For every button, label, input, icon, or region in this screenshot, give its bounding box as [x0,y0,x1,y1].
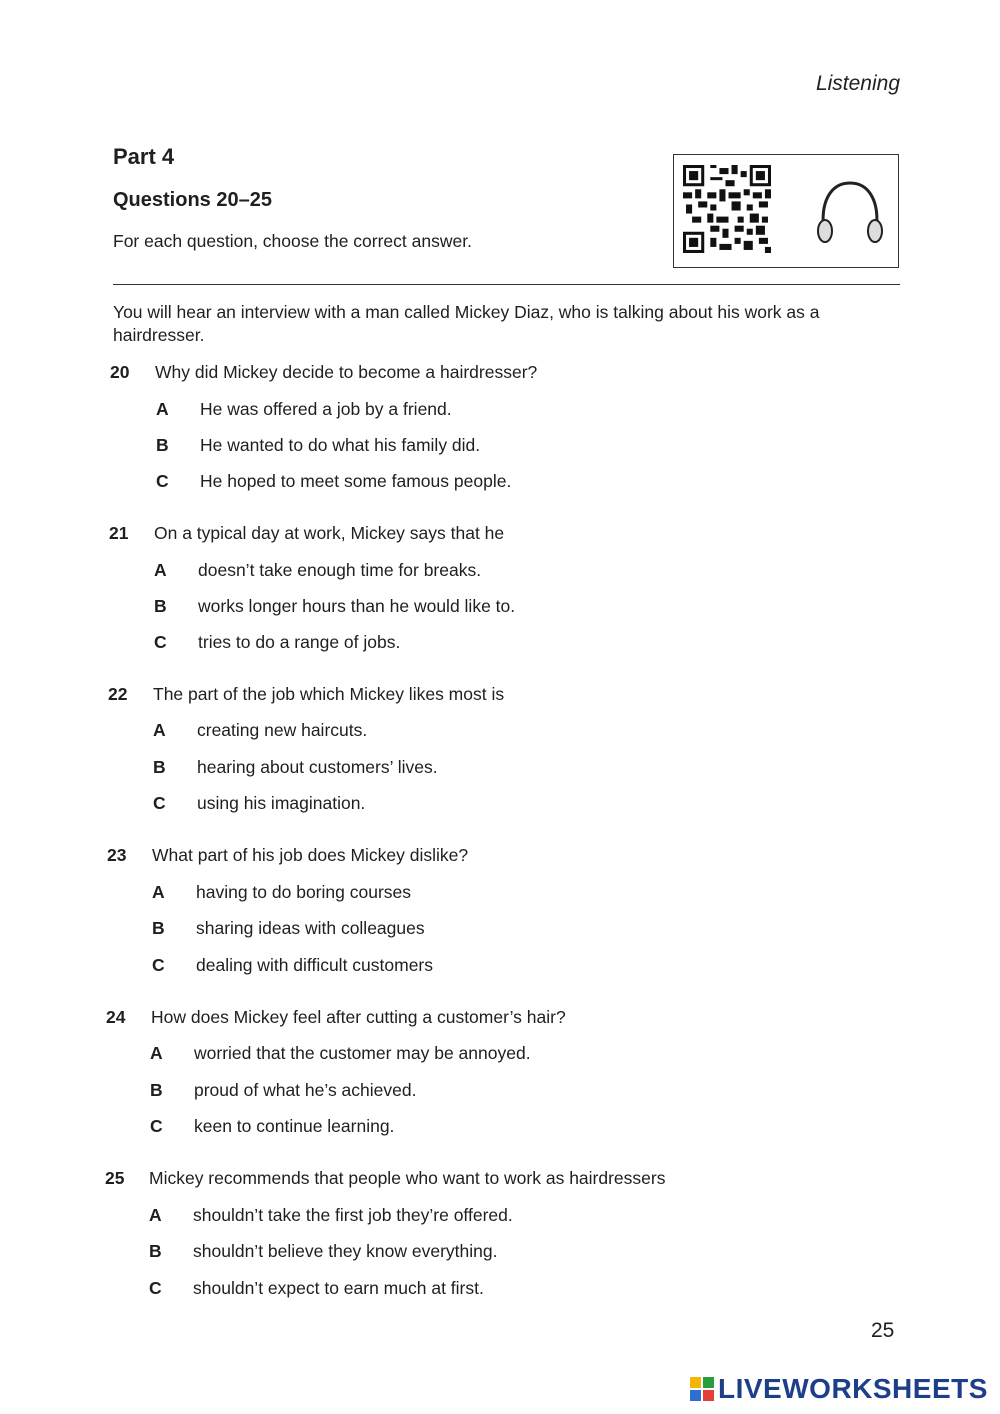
option-text[interactable]: proud of what he’s achieved. [194,1080,417,1100]
question-text: Why did Mickey decide to become a hairdresser? [155,362,538,382]
part-title: Part 4 [113,144,175,169]
instruction-text: For each question, choose the correct answer. [113,231,472,251]
option-letter[interactable]: C [154,632,167,652]
qr-code-icon[interactable] [683,163,771,255]
question-text: Mickey recommends that people who want to work as hairdressers [149,1168,666,1188]
questions-range-title: Questions 20–25 [113,189,272,211]
option-letter[interactable]: B [153,757,166,777]
question-number: 21 [109,523,129,543]
option-letter[interactable]: A [156,399,169,419]
option-letter[interactable]: A [152,882,165,902]
question-number: 24 [106,1007,126,1027]
headphones-icon [810,173,890,253]
liveworksheets-logo-icon [690,1377,714,1401]
option-text[interactable]: dealing with difficult customers [196,955,434,975]
option-letter[interactable]: B [154,596,167,616]
section-label: Listening [815,72,900,95]
option-letter[interactable]: C [156,471,169,491]
option-letter[interactable]: B [149,1241,162,1261]
question-text: The part of the job which Mickey likes most is [153,684,505,704]
page-number: 25 [871,1319,895,1342]
option-letter[interactable]: A [150,1043,163,1063]
question-number: 22 [108,684,128,704]
option-text[interactable]: sharing ideas with colleagues [196,918,425,938]
option-text[interactable]: works longer hours than he would like to. [198,596,516,616]
question-number: 23 [107,845,127,865]
logo-text: LIVEWORKSHEETS [718,1373,988,1404]
liveworksheets-logo[interactable] [690,1374,988,1404]
option-text[interactable]: worried that the customer may be annoyed. [194,1043,531,1063]
option-letter[interactable]: A [149,1205,162,1225]
option-letter[interactable]: B [156,435,169,455]
option-text[interactable]: He wanted to do what his family did. [200,435,481,455]
option-letter[interactable]: B [152,918,165,938]
option-letter[interactable]: A [154,560,167,580]
option-letter[interactable]: C [149,1278,162,1298]
option-text[interactable]: He hoped to meet some famous people. [200,471,512,491]
option-text[interactable]: tries to do a range of jobs. [198,632,401,652]
option-letter[interactable]: C [150,1116,163,1136]
option-text[interactable]: He was offered a job by a friend. [200,399,452,419]
question-number: 20 [110,362,130,382]
audio-box[interactable] [673,154,899,268]
option-text[interactable]: having to do boring courses [196,882,411,902]
intro-text: You will hear an interview with a man called Mickey Diaz, who is talking about his work as a hairdresser. [113,302,820,345]
option-text[interactable]: creating new haircuts. [197,720,368,740]
option-text[interactable]: shouldn’t believe they know everything. [193,1241,498,1261]
option-letter[interactable]: C [153,793,166,813]
section-divider [113,284,900,285]
option-text[interactable]: doesn’t take enough time for breaks. [198,560,482,580]
option-text[interactable]: hearing about customers’ lives. [197,757,438,777]
option-letter[interactable]: B [150,1080,163,1100]
option-text[interactable]: using his imagination. [197,793,366,813]
question-text: On a typical day at work, Mickey says that he [154,523,505,543]
option-letter[interactable]: A [153,720,166,740]
option-text[interactable]: shouldn’t take the first job they’re offered. [193,1205,513,1225]
option-text[interactable]: shouldn’t expect to earn much at first. [193,1278,484,1298]
question-text: What part of his job does Mickey dislike? [152,845,469,865]
option-text[interactable]: keen to continue learning. [194,1116,395,1136]
question-number: 25 [105,1168,125,1188]
question-text: How does Mickey feel after cutting a customer’s hair? [151,1007,566,1027]
option-letter[interactable]: C [152,955,165,975]
